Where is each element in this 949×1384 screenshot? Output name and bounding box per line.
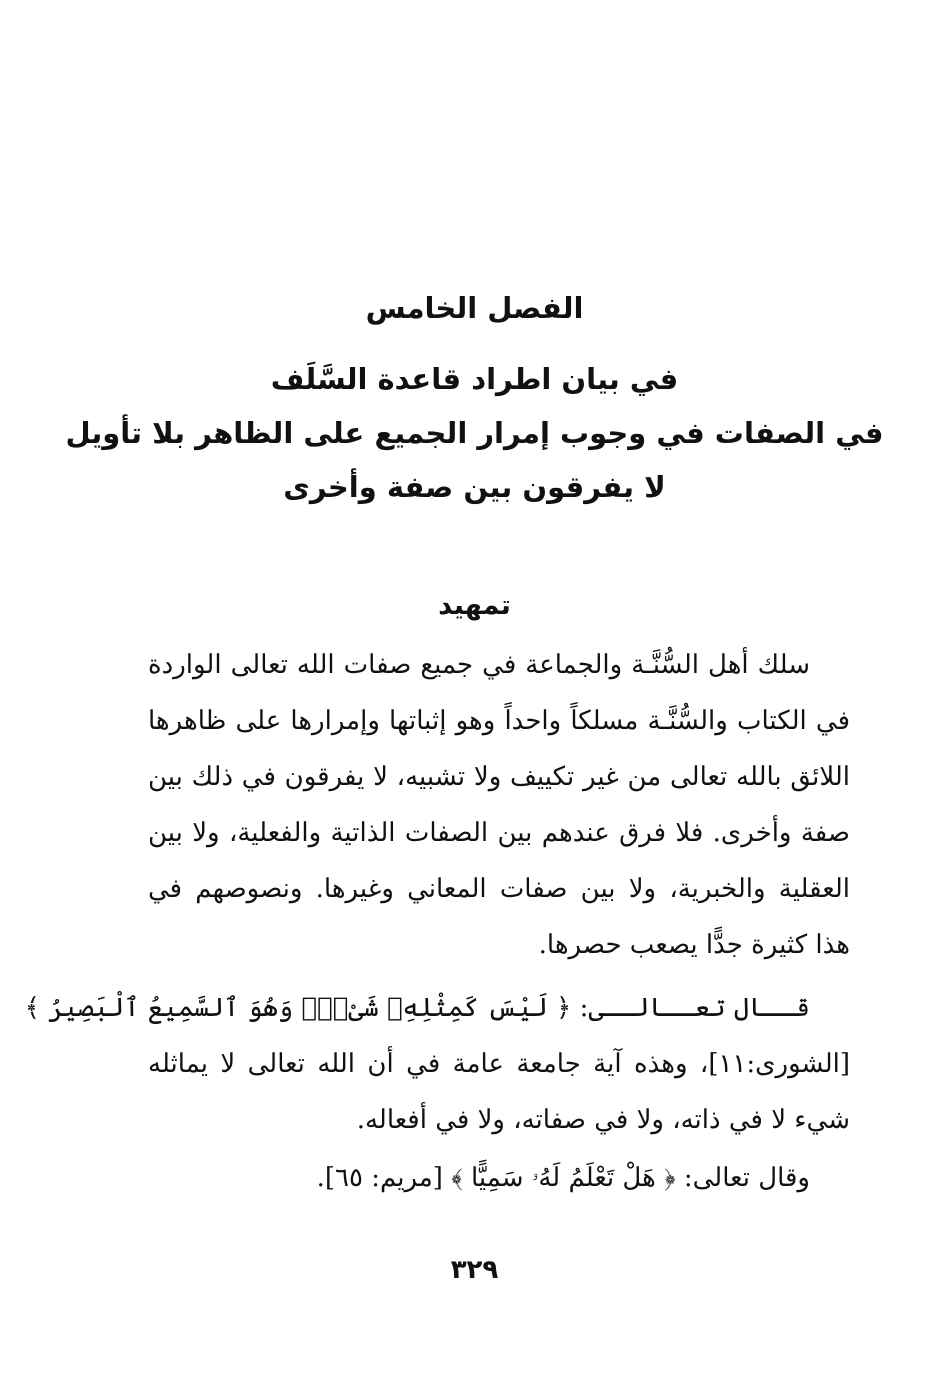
text-line: العقلية والخبرية، ولا بين صفات المعاني وغيرها. ونصوصهم في	[148, 874, 850, 904]
text-line: هذا كثيرة جدًّا يصعب حصرها.	[538, 930, 850, 960]
paragraph-introduction	[148, 637, 850, 973]
paragraph-verse-maryam	[148, 1150, 850, 1206]
text-line: في الكتاب والسُّنَّـة مسلكاً واحداً وهو إثباتها وإمرارها على ظاهرها	[148, 706, 850, 736]
paragraph-verse-shura	[24, 980, 850, 1148]
text-line: اللائق بالله تعالى من غير تكييف ولا تشبيه، لا يفرقون في ذلك بين	[148, 762, 850, 792]
subtitle-line: لا يفرقون بين صفة وأخرى	[283, 470, 666, 504]
chapter-subtitle	[0, 352, 949, 514]
subtitle-line: في الصفات في وجوب إمرار الجميع على الظاهر بلا تأويل	[65, 416, 884, 450]
text-line: صفة وأخرى. فلا فرق عندهم بين الصفات الذاتية والفعلية، ولا بين	[148, 818, 850, 848]
text-line: شيء لا في ذاته، ولا في صفاته، ولا في أفعاله.	[356, 1105, 850, 1135]
quran-verse-line: قــال تعــالــى: ﴿ لَيْسَ كَمِثْلِهِۦ شَىْءٌۖ وَهُوَ ٱلسَّمِيعُ ٱلْبَصِيرُ ﴾	[24, 993, 810, 1023]
chapter-title: الفصل الخامس	[365, 291, 584, 325]
text-line: [الشورى:١١]، وهذه آية جامعة عامة في أن الله تعالى لا يماثله	[148, 1049, 850, 1079]
page-number: ٣٢٩	[450, 1255, 499, 1285]
text-line: سلك أهل السُّنَّـة والجماعة في جميع صفات الله تعالى الواردة	[148, 650, 810, 680]
quran-verse-line: وقال تعالى: ﴿ هَلْ تَعْلَمُ لَهُۥ سَمِيًّا ﴾ [مريم: ٦٥].	[316, 1163, 810, 1193]
subtitle-line: في بيان اطراد قاعدة السَّلَف	[270, 362, 679, 396]
section-heading: تمهيد	[438, 590, 511, 621]
